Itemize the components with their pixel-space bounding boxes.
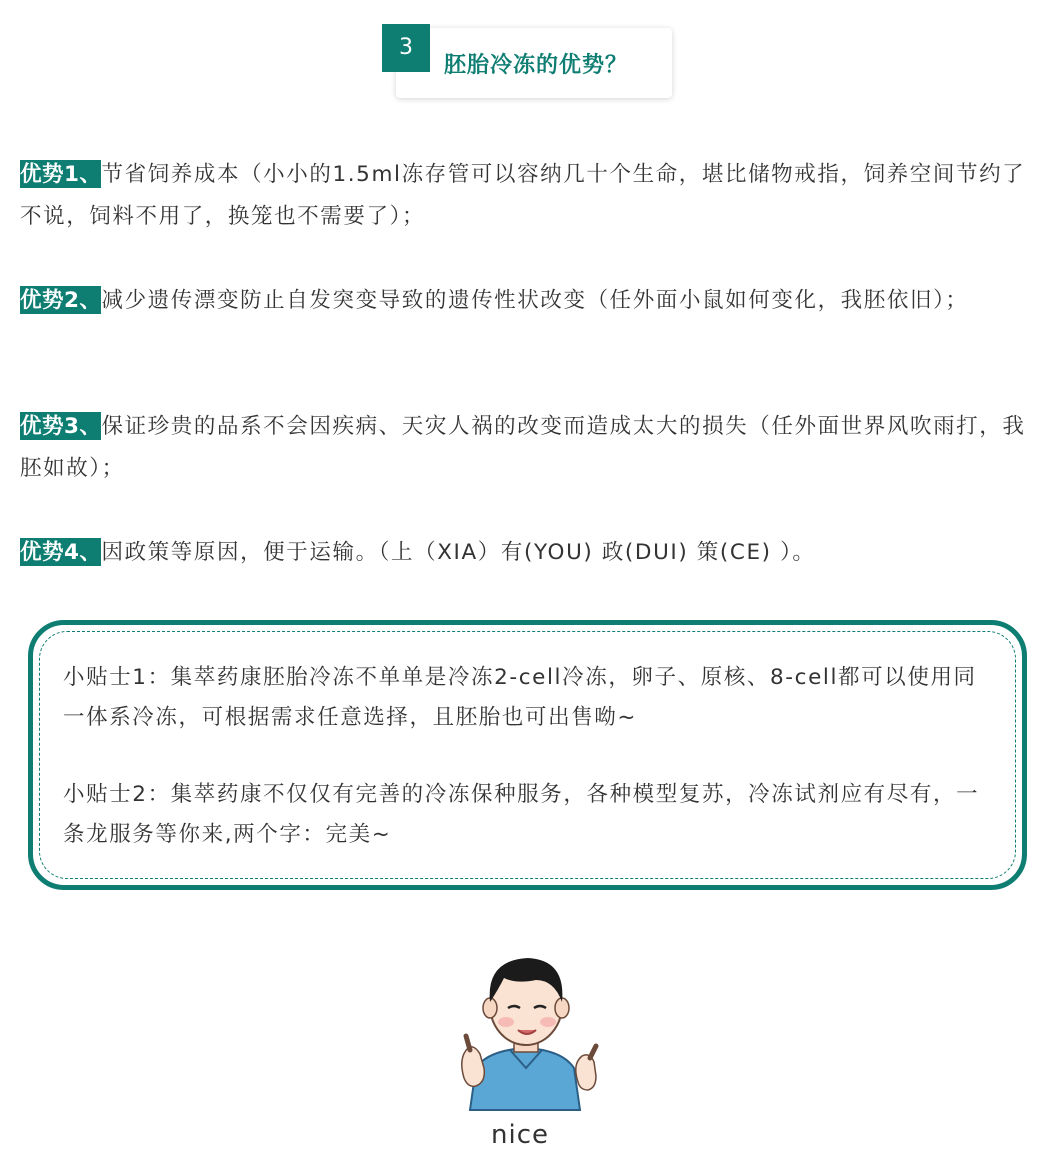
- advantage-label-2: 优势2、: [20, 288, 102, 313]
- illustration-caption: nice: [491, 1120, 549, 1150]
- tips-box: [28, 620, 1027, 890]
- advantage-paragraph-2: [20, 280, 1035, 322]
- advantage-text-2: 减少遗传漂变防止自发突变导致的遗传性状改变（任外面小鼠如何变化，我胚依旧）；: [101, 288, 969, 313]
- advantage-label-3: 优势3、: [20, 414, 102, 439]
- tip-2: 小贴士2：集萃药康不仅仅有完善的冷冻保种服务，各种模型复苏，冷冻试剂应有尽有，一条龙服务等你来,两个字：完美~: [63, 782, 980, 847]
- advantage-paragraph-1: [20, 154, 1035, 238]
- boy-illustration-icon: [440, 950, 620, 1115]
- advantage-text-3: 保证珍贵的品系不会因疾病、天灾人祸的改变而造成太大的损失（任外面世界风吹雨打，我胚如故）；: [20, 414, 1026, 481]
- section-header: [382, 24, 674, 100]
- tip-1: 小贴士1：集萃药康胚胎冷冻不单单是冷冻2-cell冷冻，卵子、原核、8-cell都可以使用同一体系冷冻，可根据需求任意选择，且胚胎也可出售呦~: [63, 665, 977, 730]
- advantage-label-1: 优势1、: [20, 162, 102, 187]
- advantage-paragraph-3: [20, 406, 1035, 490]
- advantage-text-4: 因政策等原因，便于运输。（上（XIA）有(YOU) 政(DUI) 策(CE) ）。: [101, 540, 816, 565]
- advantage-paragraph-4: [20, 532, 1035, 574]
- advantage-label-4: 优势4、: [20, 540, 102, 565]
- section-title: 胚胎冷冻的优势？: [444, 53, 629, 78]
- advantage-text-1: 节省饲养成本（小小的1.5ml冻存管可以容纳几十个生命，堪比储物戒指，饲养空间节约了不说，饲料不用了，换笼也不需要了）；: [20, 162, 1026, 229]
- boy-thumbs-up-illustration: [440, 950, 620, 1150]
- section-number-badge: 3: [382, 24, 430, 72]
